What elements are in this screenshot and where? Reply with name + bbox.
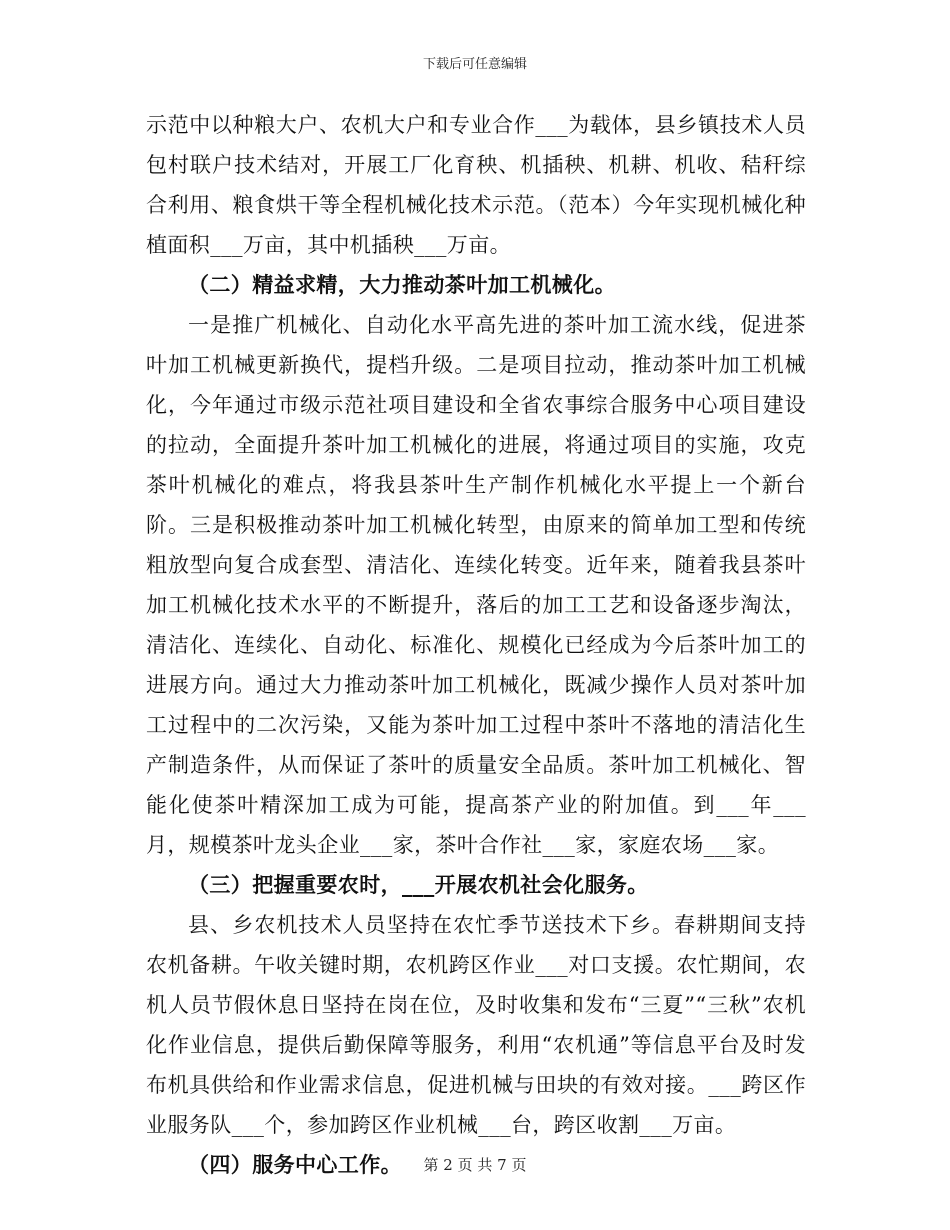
- page-footer: 第 2 页 共 7 页: [423, 1156, 527, 1174]
- section-heading-4: （四）服务中心工作。: [188, 1153, 402, 1177]
- document-body: [146, 105, 806, 1185]
- paragraph-tea-mechanization: 一是推广机械化、自动化水平高先进的茶叶加工流水线，促进茶叶加工机械更新换代，提档升级。二是项目拉动，推动茶叶加工机械化，今年通过市级示范社项目建设和全省农事综合服务中心项目建设的拉动，全面提升茶叶加工机械化的进展，将通过项目的实施，攻克茶叶机械化的难点，将我县茶叶生产制作机械化水平提上一个新台阶。三是积极推动茶叶加工机械化转型，由原来的简单加工型和传统粗放型向复合成套型、清洁化、连续化转变。近年来，随着我县茶叶加工机械化技术水平的不断提升，落后的加工工艺和设备逐步淘汰，清洁化、连续化、自动化、标准化、规模化已经成为今后茶叶加工的进展方向。通过大力推动茶叶加工机械化，既减少操作人员对茶叶加工过程中的二次污染，又能为茶叶加工过程中茶叶不落地的清洁化生产制造条件，从而保证了茶叶的质量安全品质。茶叶加工机械化、智能化使茶叶精深加工成为可能，提高茶产业的附加值。到___年___月，规模茶叶龙头企业___家，茶叶合作社___家，家庭农场___家。: [146, 313, 806, 857]
- paragraph-continued: 示范中以种粮大户、农机大户和专业合作___为载体，县乡镇技术人员包村联户技术结对，开展工厂化育秧、机插秧、机耕、机收、秸秆综合利用、粮食烘干等全程机械化技术示范。（范本）今年实现机械化种植面积___万亩，其中机插秧___万亩。: [146, 113, 806, 257]
- page-header: 下载后可任意编辑: [422, 57, 527, 72]
- paragraph-social-services: 县、乡农机技术人员坚持在农忙季节送技术下乡。春耕期间支持农机备耕。午收关键时期，农机跨区作业___对口支援。农忙期间，农机人员节假休息日坚持在岗在位，及时收集和发布“三夏”“三秋”农机化作业信息，提供后勤保障等服务，利用“农机通”等信息平台及时发布机具供给和作业需求信息，促进机械与田块的有效对接。___跨区作业服务队___个，参加跨区作业机械___台，跨区收割___万亩。: [146, 913, 806, 1137]
- section-heading-3: （三）把握重要农时，___开展农机社会化服务。: [188, 873, 649, 897]
- section-heading-2: （二）精益求精，大力推动茶叶加工机械化。: [188, 273, 616, 297]
